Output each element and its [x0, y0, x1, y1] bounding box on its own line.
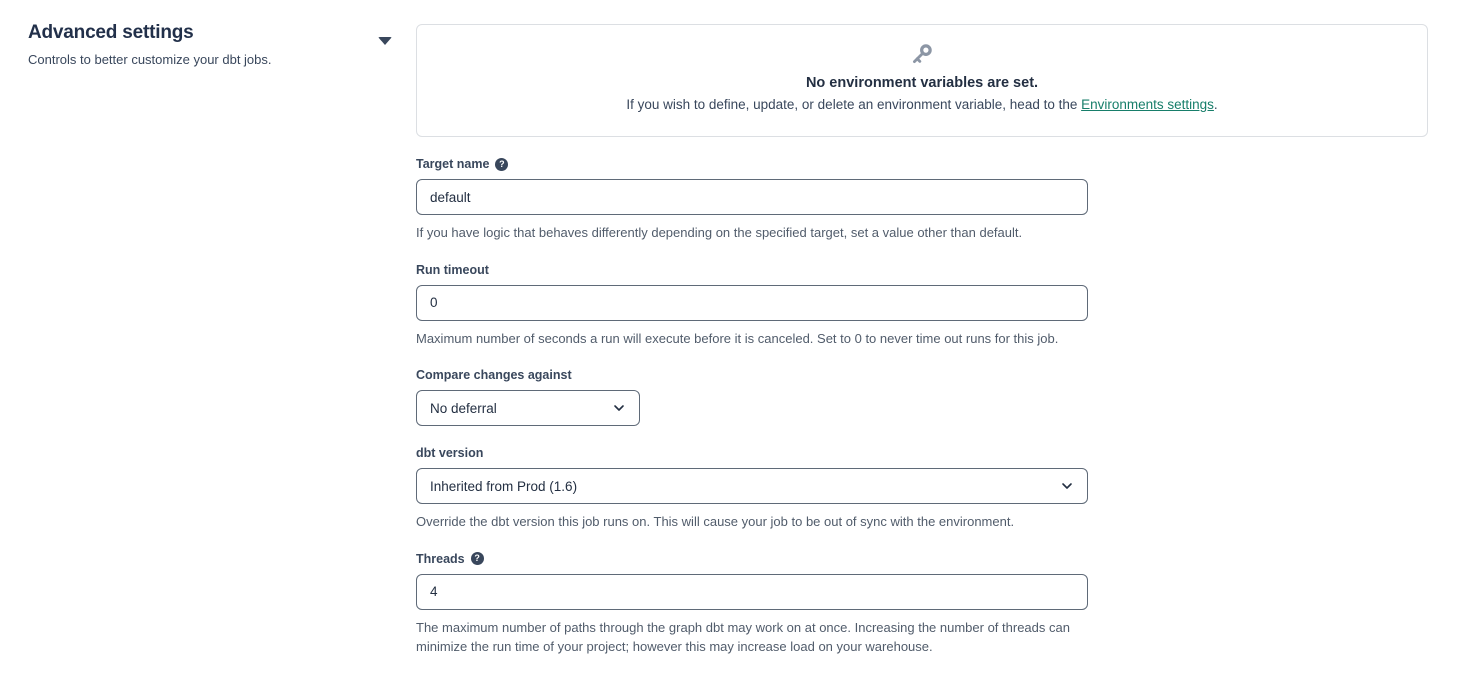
dbt-version-helper: Override the dbt version this job runs on. This will cause your job to be out of sync with the environment. — [416, 514, 1015, 529]
field-run-timeout — [416, 263, 1088, 349]
threads-label — [416, 552, 1088, 566]
env-banner-text-suffix: . — [1213, 97, 1218, 112]
compare-changes-label-text: Compare changes against — [416, 368, 572, 382]
chevron-down-icon — [1060, 479, 1074, 493]
help-icon[interactable]: ? — [471, 552, 484, 565]
section-header — [0, 0, 416, 67]
target-name-label — [416, 157, 1088, 171]
chevron-down-icon — [612, 401, 626, 415]
threads-helper: The maximum number of paths through the graph dbt may work on at once. Increasing the number of threads can minimize the run time of your project; however this may increase load on your warehouse. — [416, 619, 1070, 654]
env-banner-body — [437, 97, 1407, 112]
field-threads — [416, 552, 1088, 657]
target-name-helper: If you have logic that behaves differently depending on the specified target, set a value other than default. — [416, 225, 1023, 240]
field-dbt-version — [416, 446, 1088, 532]
collapse-caret-icon[interactable] — [378, 37, 392, 45]
compare-changes-label — [416, 368, 1088, 382]
dbt-version-label — [416, 446, 1088, 460]
page-subtitle: Controls to better customize your dbt jobs. — [28, 52, 272, 67]
dbt-version-label-text: dbt version — [416, 446, 484, 460]
target-name-input[interactable] — [416, 179, 1088, 215]
run-timeout-label — [416, 263, 1088, 277]
target-name-label-text: Target name — [416, 157, 490, 171]
run-timeout-input[interactable] — [416, 285, 1088, 321]
env-vars-empty-banner — [416, 24, 1428, 137]
dbt-version-select[interactable] — [416, 468, 1088, 504]
env-banner-title: No environment variables are set. — [805, 75, 1039, 91]
env-banner-text-prefix: If you wish to define, update, or delete an environment variable, head to the — [626, 97, 1082, 112]
help-icon[interactable]: ? — [495, 158, 508, 171]
field-target-name — [416, 157, 1088, 243]
advanced-settings-form — [416, 157, 1088, 657]
field-compare-changes-against — [416, 368, 1088, 426]
threads-input[interactable] — [416, 574, 1088, 610]
run-timeout-label-text: Run timeout — [416, 262, 489, 277]
compare-changes-select-value: No deferral — [430, 400, 497, 416]
environments-settings-link[interactable]: Environments settings — [1081, 97, 1214, 112]
threads-label-text: Threads — [416, 551, 465, 566]
key-icon — [437, 41, 1407, 67]
section-header-row — [28, 22, 392, 45]
compare-changes-select[interactable] — [416, 390, 640, 426]
settings-content — [416, 0, 1458, 677]
dbt-version-select-value: Inherited from Prod (1.6) — [430, 478, 578, 494]
run-timeout-helper: Maximum number of seconds a run will execute before it is canceled. Set to 0 to never time out runs for this job. — [416, 330, 1059, 346]
page-title: Advanced settings — [28, 22, 194, 43]
